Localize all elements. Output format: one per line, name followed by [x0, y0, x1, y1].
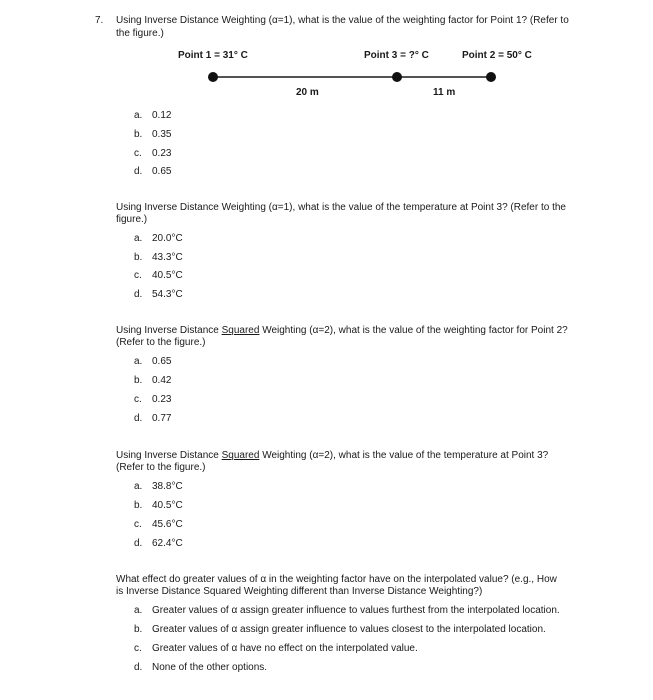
q5-option-b: b. Greater values of α assign greater influence to values closest to the interpolated location. — [134, 624, 546, 635]
distance-figure — [0, 0, 653, 120]
question-1-text-line1: Using Inverse Distance Weighting (α=1), what is the value of the weighting factor for Point 1? (Refer to — [116, 15, 569, 26]
question-4-text-line2: (Refer to the figure.) — [116, 462, 206, 473]
question-2-text-line2: figure.) — [116, 214, 148, 225]
figure-point1-label: Point 1 = 31° C — [178, 50, 248, 61]
question-3-text-line2: (Refer to the figure.) — [116, 337, 206, 348]
q2-option-c: c. 40.5°C — [134, 270, 183, 281]
question-4-text-line1: Using Inverse Distance Squared Weighting (α=2), what is the value of the temperature at Point 3? — [116, 450, 549, 461]
point3-marker — [392, 72, 402, 82]
q1-option-b: b. 0.35 — [134, 129, 172, 140]
q3-option-a: a. 0.65 — [134, 356, 172, 367]
q2-option-d: d. 54.3°C — [134, 289, 183, 300]
question-3-text-line1: Using Inverse Distance Squared Weighting (α=2), what is the value of the weighting factor for Point 2? — [116, 325, 568, 336]
point1-marker — [208, 72, 218, 82]
question-2-text-line1: Using Inverse Distance Weighting (α=1), what is the value of the temperature at Point 3? (Refer to the — [116, 202, 566, 213]
question-1-text-line2: the figure.) — [116, 28, 164, 39]
q2-option-b: b. 43.3°C — [134, 252, 183, 263]
figure-distance-3-2: 11 m — [433, 87, 456, 98]
q4-option-b: b. 40.5°C — [134, 500, 183, 511]
q3-option-c: c. 0.23 — [134, 394, 172, 405]
question-5-text-line2: is Inverse Distance Squared Weighting different than Inverse Distance Weighting?) — [116, 586, 483, 597]
figure-point3-label: Point 3 = ?° C — [364, 50, 429, 61]
point2-marker — [486, 72, 496, 82]
q1-option-d: d. 0.65 — [134, 166, 172, 177]
q1-option-c: c. 0.23 — [134, 148, 172, 159]
q5-option-d: d. None of the other options. — [134, 662, 268, 673]
q2-option-a: a. 20.0°C — [134, 233, 183, 244]
question-number: 7. — [95, 15, 104, 26]
q3-option-b: b. 0.42 — [134, 375, 172, 386]
q4-option-c: c. 45.6°C — [134, 519, 183, 530]
figure-distance-1-3: 20 m — [296, 87, 319, 98]
q4-option-d: d. 62.4°C — [134, 538, 183, 549]
q3-option-d: d. 0.77 — [134, 413, 172, 424]
figure-point2-label: Point 2 = 50° C — [462, 50, 532, 61]
question-5-text-line1: What effect do greater values of α in the weighting factor have on the interpolated value? (e.g., How — [116, 574, 557, 585]
q5-option-c: c. Greater values of α have no effect on the interpolated value. — [134, 643, 418, 654]
q4-option-a: a. 38.8°C — [134, 481, 183, 492]
q5-option-a: a. Greater values of α assign greater influence to values furthest from the interpolated location. — [134, 605, 560, 616]
q1-option-a: a. 0.12 — [134, 110, 172, 121]
